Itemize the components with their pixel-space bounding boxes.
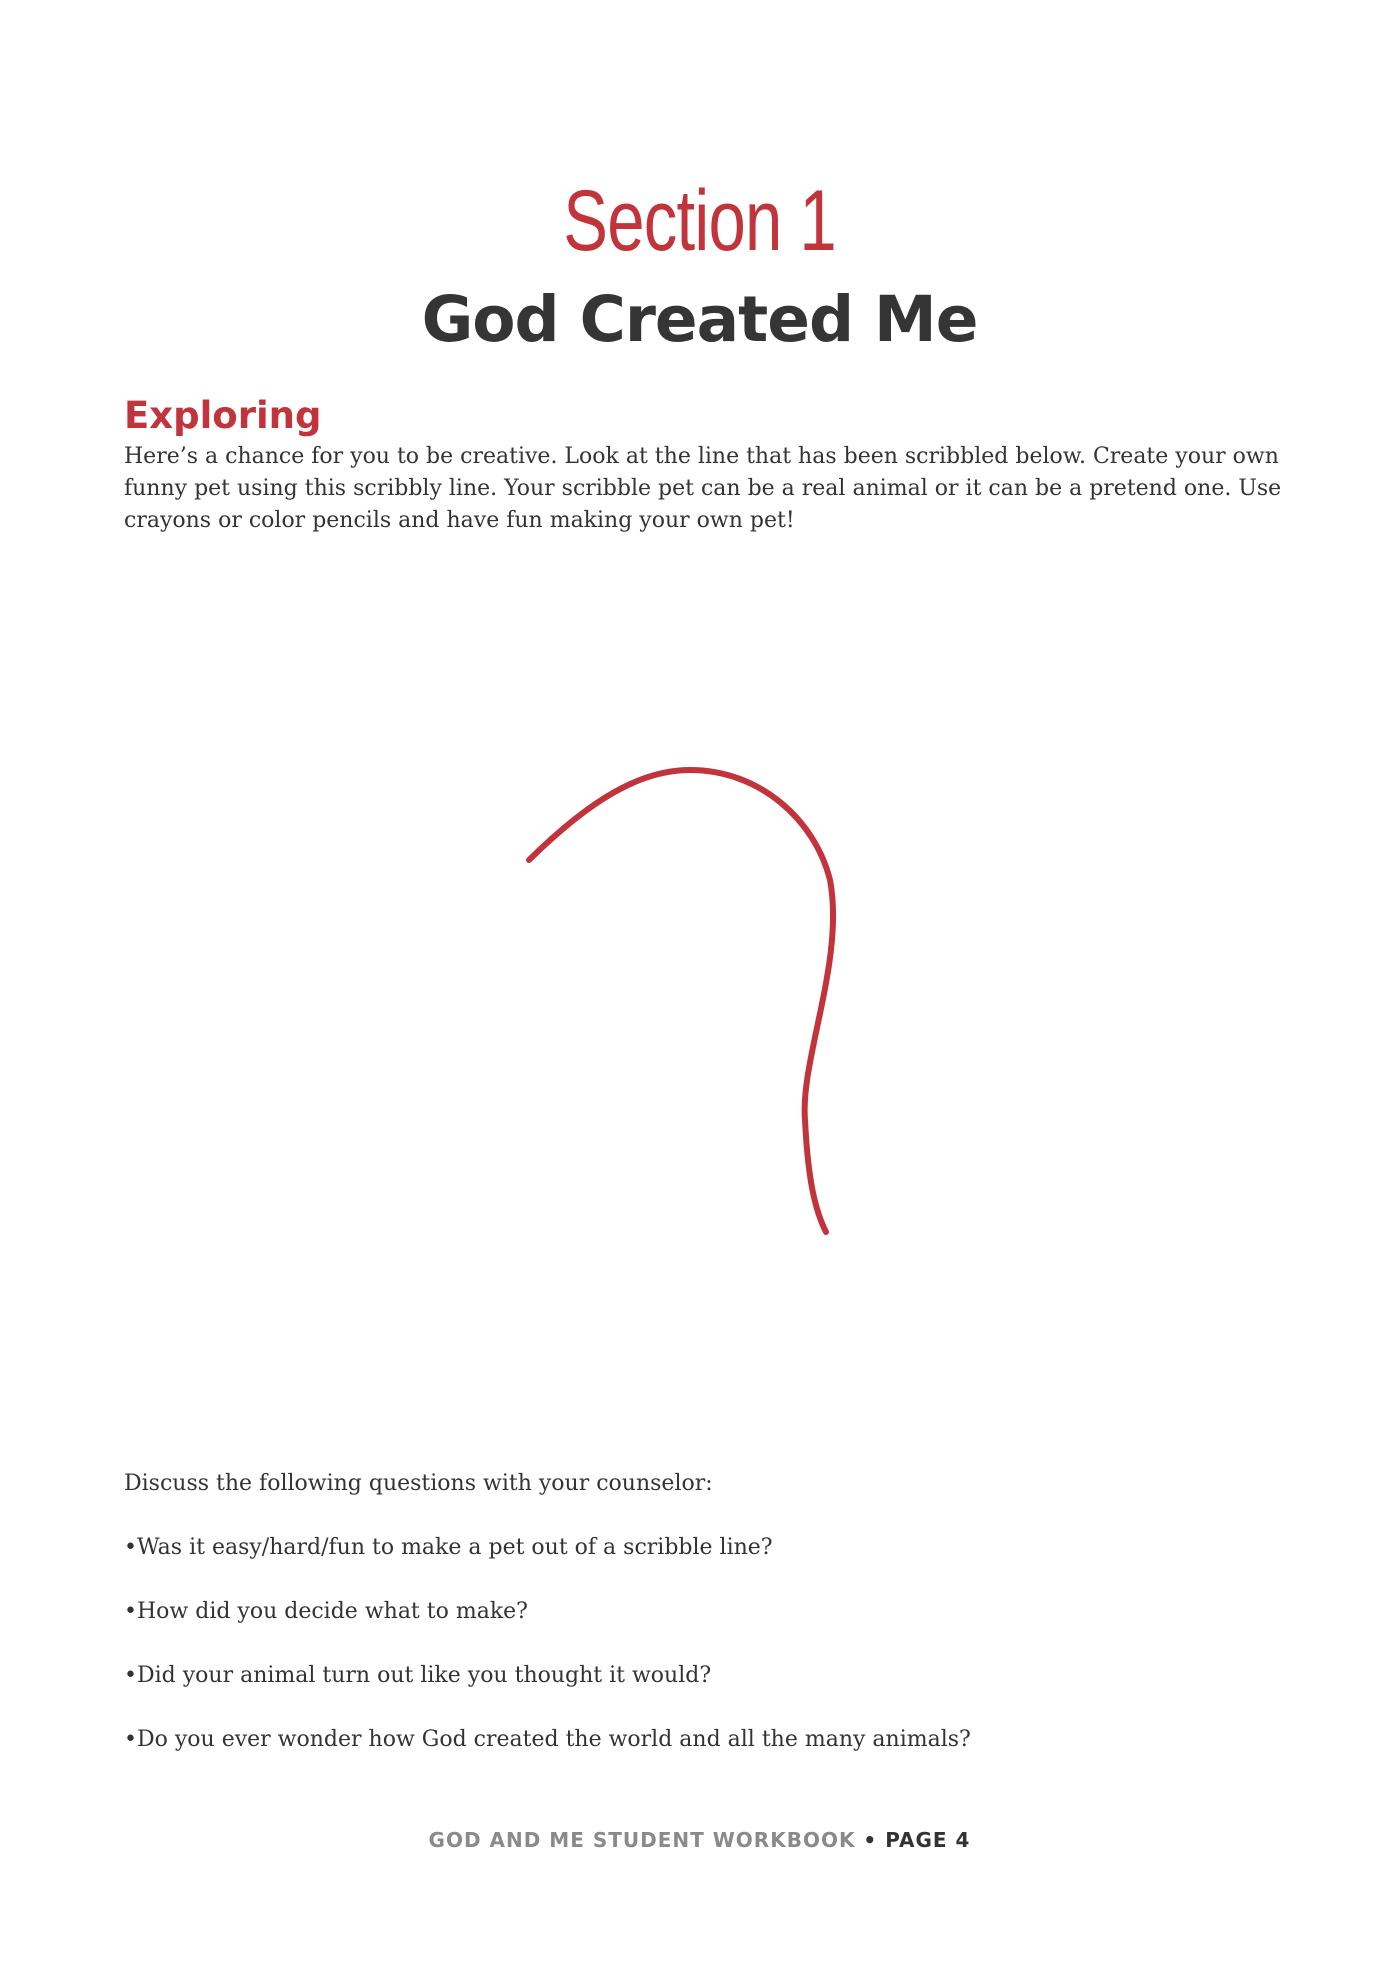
scribble-line — [529, 770, 833, 1232]
footer-separator: • — [863, 1828, 878, 1852]
question-item: •Did your animal turn out like you thought it would? — [124, 1663, 712, 1688]
workbook-title: GOD AND ME STUDENT WORKBOOK — [428, 1828, 856, 1852]
question-item: •How did you decide what to make? — [124, 1599, 528, 1624]
exploring-instructions: Here’s a chance for you to be creative. Look at the line that has been scribbled below. Create your own funny pet using this scribbly line. Your scribble pet can be a real animal or it can be a pretend one. Use crayons or color pencils and have fun making your own pet! — [124, 444, 1282, 533]
section-number-title: Section 1 — [563, 173, 836, 269]
discussion-questions — [124, 1468, 1284, 1788]
question-item: •Was it easy/hard/fun to make a pet out of a scribble line? — [124, 1535, 773, 1560]
question-item: •Do you ever wonder how God created the world and all the many animals? — [124, 1727, 971, 1752]
page-number: PAGE 4 — [885, 1828, 971, 1852]
page-footer — [0, 1828, 1399, 1852]
exploring-heading: Exploring — [124, 394, 322, 437]
section-title: God Created Me — [421, 283, 978, 356]
discussion-prompt: Discuss the following questions with your counselor: — [124, 1471, 713, 1496]
